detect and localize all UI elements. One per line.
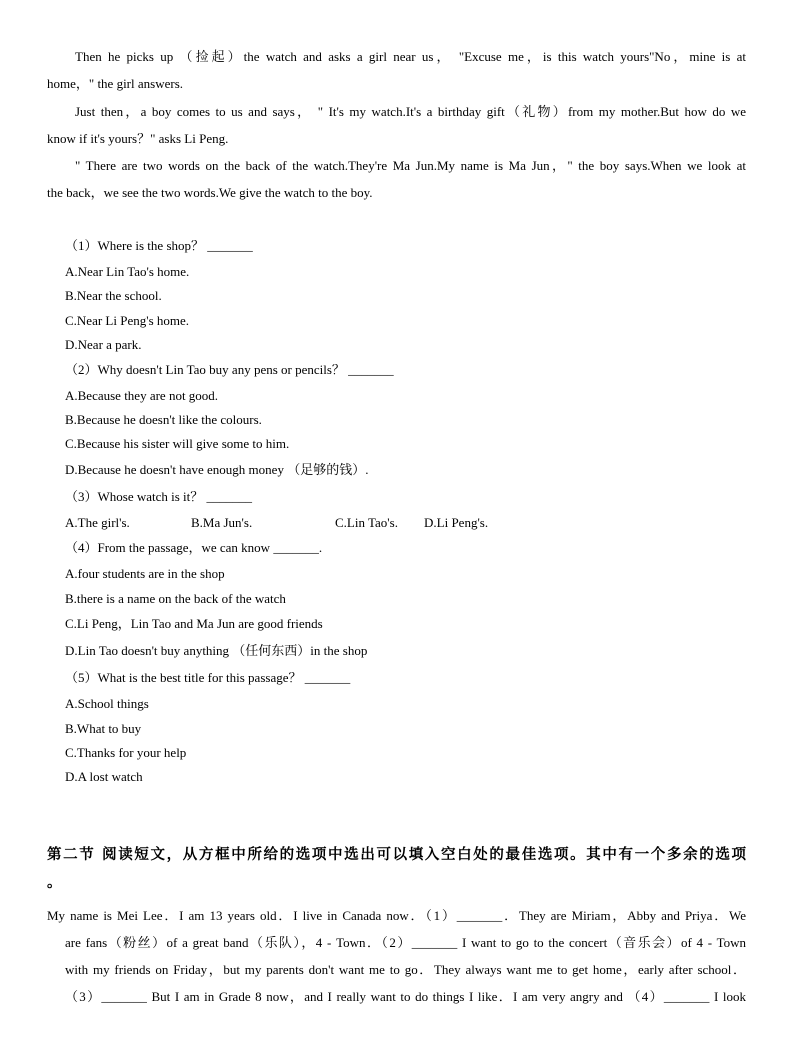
question-2-stem: （2）Why doesn't Lin Tao buy any pens or pencils？ _______ — [65, 362, 394, 377]
section-2-line-4: （3）_______ But I am in Grade 8 now，and I really want to do things I like．I am very angry and （4）_______ I look — [65, 989, 746, 1004]
section-2-line-2: are fans（粉丝）of a great band（乐队），4 - Town．（2）_______ I want to go to the concert（音乐会）of 4 - Town — [65, 935, 746, 950]
question-3-option-d: D.Li Peng's. — [424, 515, 489, 530]
question-4-stem: （4）From the passage，we can know _______. — [65, 540, 323, 555]
question-4-option-a: A.four students are in the shop — [65, 566, 225, 581]
question-2-option-b: B.Because he doesn't like the colours. — [65, 412, 262, 427]
passage-line-1: Then he picks up （捡起）the watch and asks a girl near us， "Excuse me，is this watch yours"No，mine is at — [75, 49, 746, 64]
question-1-option-c: C.Near Li Peng's home. — [65, 313, 190, 328]
question-5-option-c: C.Thanks for your help — [65, 745, 187, 760]
question-1-option-d: D.Near a park. — [65, 337, 142, 352]
question-1-option-b: B.Near the school. — [65, 288, 162, 303]
question-2-option-c: C.Because his sister will give some to him. — [65, 436, 290, 451]
passage-line-3: Just then，a boy comes to us and says， " It's my watch.It's a birthday gift（礼物）from my mother.But how do we — [75, 104, 746, 119]
question-5-option-a: A.School things — [65, 696, 149, 711]
question-5-option-b: B.What to buy — [65, 721, 142, 736]
passage-line-6: the back，we see the two words.We give the watch to the boy. — [47, 185, 373, 200]
question-4-option-d: D.Lin Tao doesn't buy anything （任何东西）in the shop — [65, 643, 368, 658]
question-1-stem: （1）Where is the shop？ _______ — [65, 238, 253, 253]
question-2-option-d: D.Because he doesn't have enough money （足够的钱）. — [65, 462, 369, 477]
question-3-stem: （3）Whose watch is it？ _______ — [65, 489, 253, 504]
question-4-option-c: C.Li Peng，Lin Tao and Ma Jun are good friends — [65, 616, 323, 631]
question-3-option-a: A.The girl's. — [65, 515, 130, 530]
section-2-line-1: My name is Mei Lee．I am 13 years old．I live in Canada now．（1）_______．They are Miriam，Abby and Priya．We — [47, 908, 746, 923]
question-4-option-b: B.there is a name on the back of the watch — [65, 591, 286, 606]
question-3-option-c: C.Lin Tao's. — [335, 515, 398, 530]
question-3-option-b: B.Ma Jun's. — [191, 515, 253, 530]
question-5-option-d: D.A lost watch — [65, 769, 143, 784]
passage-line-4: know if it's yours？" asks Li Peng. — [47, 131, 229, 146]
question-1-option-a: A.Near Lin Tao's home. — [65, 264, 190, 279]
question-5-stem: （5）What is the best title for this passage？ _______ — [65, 670, 351, 685]
question-2-option-a: A.Because they are not good. — [65, 388, 219, 403]
passage-line-2: home，" the girl answers. — [47, 76, 183, 91]
passage-line-5: " There are two words on the back of the watch.They're Ma Jun.My name is Ma Jun，" the boy says.When we look at — [75, 158, 746, 173]
section-2-line-3: with my friends on Friday，but my parents don't want me to go．They always want me to get home，early after school． — [65, 962, 746, 977]
section-2-heading-continuation: 。 — [47, 875, 62, 891]
section-2-heading: 第二节 阅读短文，从方框中所给的选项中选出可以填入空白处的最佳选项。其中有一个多余的选项 — [47, 847, 746, 863]
